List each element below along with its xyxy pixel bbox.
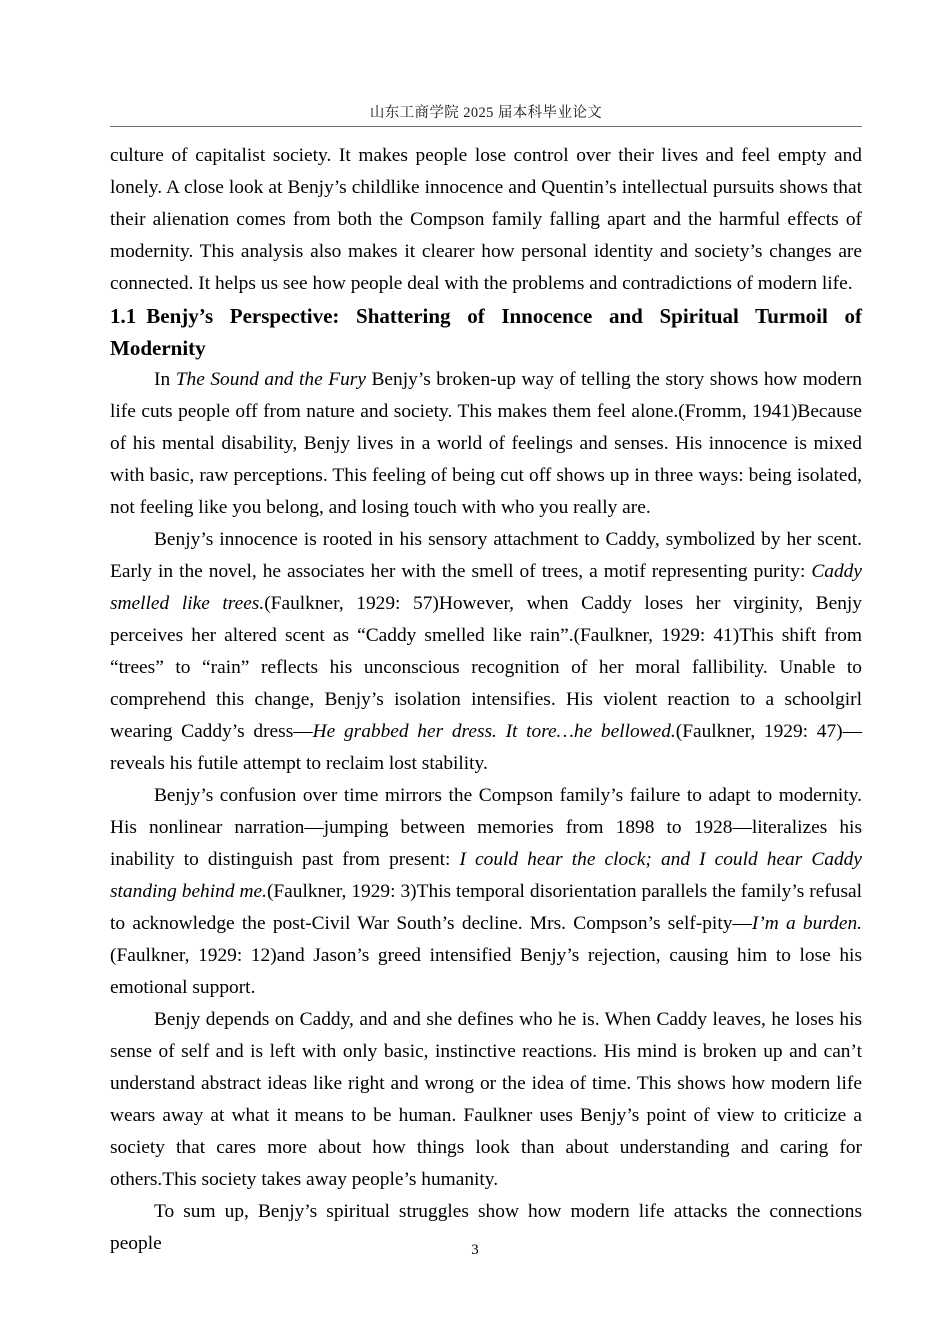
section-title: Benjy’s Perspective: Shattering of Innocence and Spiritual Turmoil of Modernity (110, 304, 862, 360)
text-run: In (154, 369, 176, 390)
page-body (110, 140, 862, 1260)
text-run: Benjy’s innocence is rooted in his sensory attachment to Caddy, symbolized by her scent. Early in the novel, he associates her with the smell of trees, a motif representing purity: (110, 529, 862, 582)
paragraph-5: Benjy depends on Caddy, and and she defines who he is. When Caddy leaves, he loses his sense of self and is left with only basic, instinctive reactions. His mind is broken up and can’t understand abstract ideas like right and wrong or the idea of time. This shows how modern life wears away at what it means to be human. Faulkner uses Benjy’s point of view to criticize a society that cares more about how things look than about understanding and caring for others.This society takes away people’s humanity. (110, 1009, 862, 1190)
text-run: Benjy’s broken-up way of telling the story shows how modern life cuts people off from nature and society. This makes them feel alone.(Fromm, 1941)Because of his mental disability, Benjy lives in a world of feelings and senses. His innocence is mixed with basic, raw perceptions. This feeling of being cut off shows up in three ways: being isolated, not feeling like you belong, and losing touch with who you really are. (110, 369, 862, 518)
italic-quote-im-a-burden: I’m a burden. (751, 913, 862, 934)
page-header (110, 104, 862, 127)
section-heading (110, 300, 862, 364)
text-run: (Faulkner, 1929: 12)and Jason’s greed intensified Benjy’s rejection, causing him to lose his emotional support. (110, 945, 862, 998)
page-number: 3 (471, 1242, 479, 1258)
header-divider (110, 126, 862, 127)
italic-title-sound-and-fury: The Sound and the Fury (175, 369, 366, 390)
paragraph-continuation: culture of capitalist society. It makes people lose control over their lives and feel empty and lonely. A close look at Benjy’s childlike innocence and Quentin’s intellectual pursuits shows that their alienation comes from both the Compson family falling apart and the harmful effects of modernity. This analysis also makes it clearer how personal identity and society’s changes are connected. It helps us see how people deal with the problems and contradictions of modern life. (110, 145, 862, 294)
paragraph-3 (110, 524, 862, 780)
italic-quote-grabbed-dress: He grabbed her dress. It tore…he bellowed. (312, 721, 676, 742)
paragraph-4 (110, 780, 862, 1004)
text-run: (Faulkner, 1929: 57)However, when Caddy loses her virginity, Benjy perceives her altered scent as “Caddy smelled like rain”.(Faulkner, 1929: 41)This shift from “trees” to “rain” reflects his unconscious recognition of her moral fallibility. Unable to comprehend this change, Benjy’s isolation intensifies. His violent reaction to a schoolgirl wearing Caddy’s dress— (110, 593, 862, 742)
header-title: 山东工商学院 2025 届本科毕业论文 (369, 105, 603, 121)
text-run: (Faulkner, 1929: 47)—reveals his futile attempt to reclaim lost stability. (110, 721, 863, 774)
italic-quote-caddy-trees: Caddy smelled like trees. (110, 561, 862, 614)
paragraph-2 (110, 364, 862, 524)
page-footer (0, 1240, 950, 1260)
paragraph-6: To sum up, Benjy’s spiritual struggles show how modern life attacks the connections people (110, 1201, 862, 1254)
italic-quote-hear-clock: I could hear the clock; and I could hear Caddy standing behind me. (110, 849, 862, 902)
text-run: Benjy’s confusion over time mirrors the Compson family’s failure to adapt to modernity. His nonlinear narration—jumping between memories from 1898 to 1928—literalizes his inability to distinguish past from present: (110, 785, 862, 870)
text-run: (Faulkner, 1929: 3)This temporal disorientation parallels the family’s refusal to acknowledge the post-Civil War South’s decline. Mrs. Compson’s self-pity— (110, 881, 862, 934)
section-number: 1.1 (110, 304, 137, 328)
